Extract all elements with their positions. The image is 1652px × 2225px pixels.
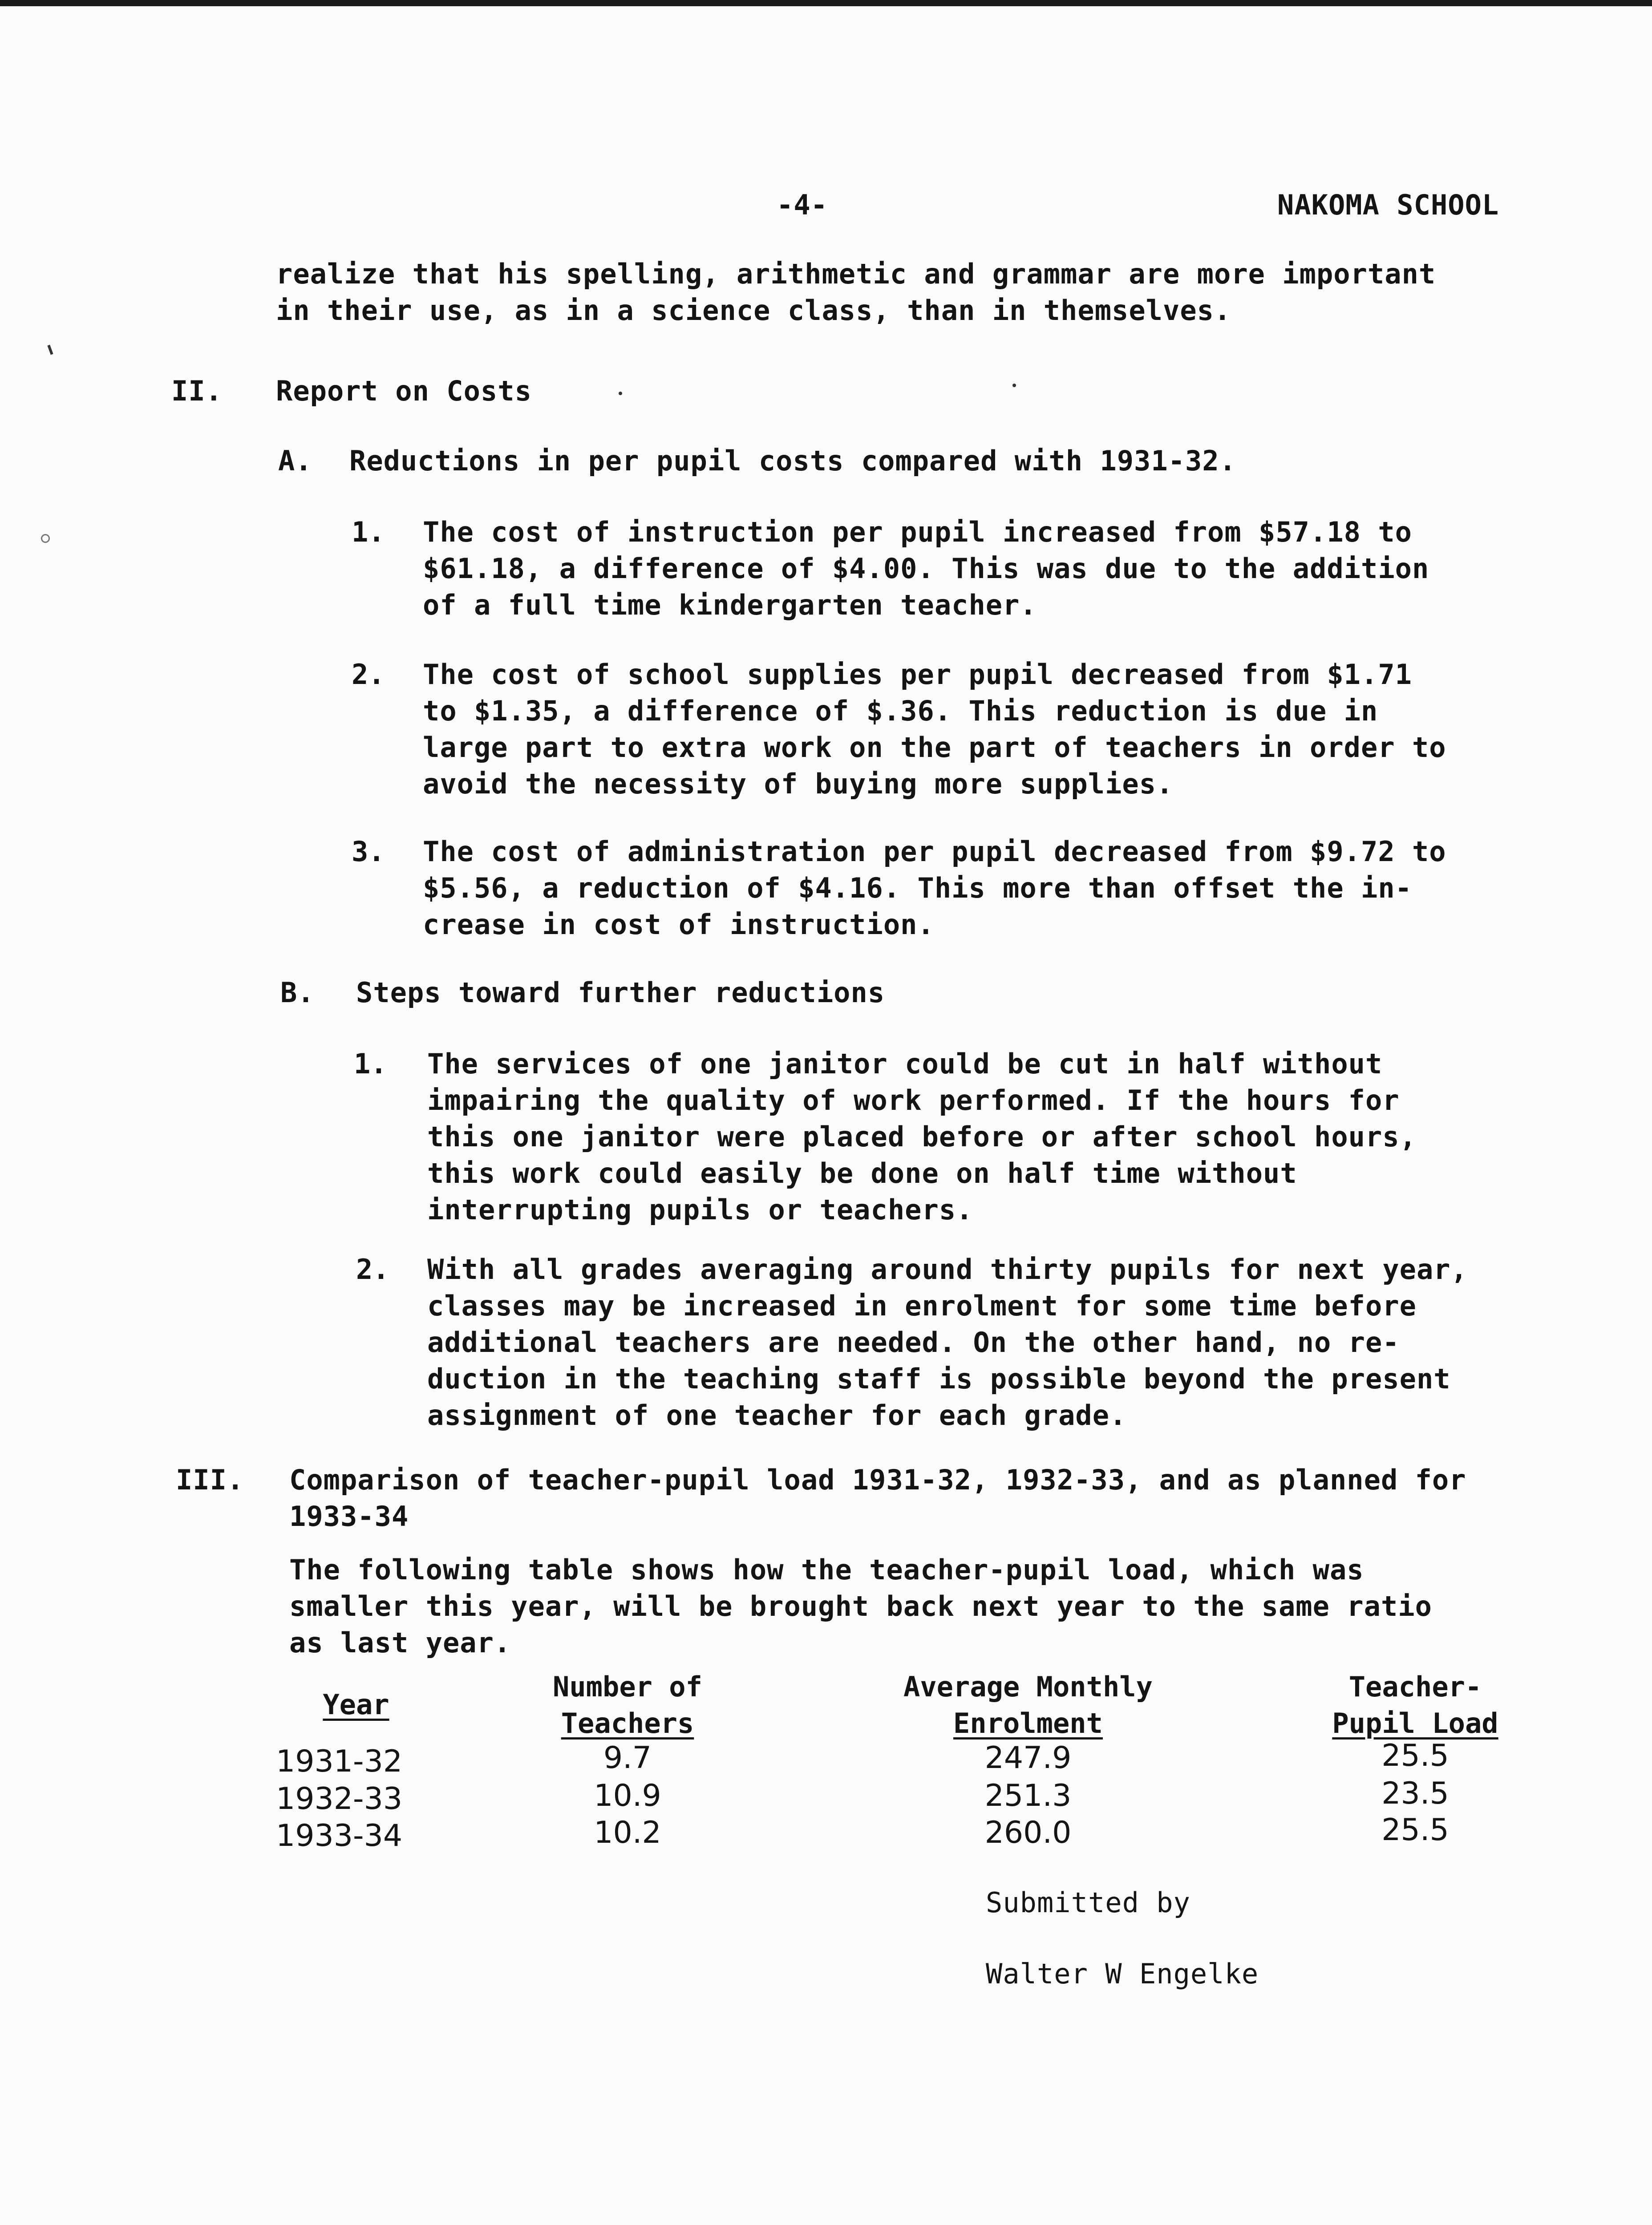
- text-line: The cost of school supplies per pupil decreased from $1.71: [423, 658, 1412, 691]
- table-header-teachers-line2: Teachers: [561, 1707, 694, 1740]
- school-name-header: NAKOMA SCHOOL: [1277, 189, 1499, 221]
- text-line: interrupting pupils or teachers.: [427, 1193, 973, 1226]
- section-ii-title: Report on Costs: [276, 375, 532, 407]
- text-line: smaller this year, will be brought back next year to the same ratio: [289, 1590, 1432, 1622]
- text-line: 1933-34: [289, 1500, 409, 1533]
- text-line: The services of one janitor could be cut in half without: [427, 1048, 1383, 1080]
- text-line: The cost of instruction per pupil increased from $57.18 to: [423, 516, 1412, 548]
- item-b1-text: [427, 1046, 1417, 1228]
- text-line: this one janitor were placed before or after school hours,: [427, 1121, 1417, 1153]
- item-number: 3.: [352, 835, 385, 868]
- text-line: The following table shows how the teacher-pupil load, which was: [289, 1553, 1364, 1586]
- scan-speck: [619, 392, 622, 395]
- text-line: avoid the necessity of buying more supplies.: [423, 768, 1174, 800]
- subsection-b-letter: B.: [280, 976, 315, 1009]
- section-iii-body: [289, 1552, 1432, 1661]
- table-cell-teachers: 9.7: [603, 1740, 652, 1776]
- table-cell-year: 1933-34: [276, 1818, 403, 1853]
- text-line: large part to extra work on the part of teachers in order to: [423, 731, 1446, 764]
- text-line: duction in the teaching staff is possible beyond the present: [427, 1363, 1451, 1395]
- scan-speck: [41, 534, 50, 543]
- text-line: assignment of one teacher for each grade.: [427, 1399, 1127, 1432]
- text-line: realize that his spelling, arithmetic and grammar are more important: [276, 258, 1436, 290]
- table-cell-load: 25.5: [1381, 1738, 1449, 1773]
- table-header-load-line1: Teacher-: [1348, 1671, 1482, 1703]
- item-number: 1.: [352, 516, 385, 548]
- table-cell-enrolment: 251.3: [984, 1778, 1072, 1813]
- item-a3-text: [423, 833, 1446, 943]
- item-number: 1.: [354, 1048, 387, 1080]
- section-ii-numeral: II.: [171, 375, 223, 407]
- text-line: crease in cost of instruction.: [423, 908, 935, 941]
- item-a1-text: [423, 514, 1429, 623]
- table-header-teachers-line1: Number of: [553, 1671, 702, 1703]
- text-line: $61.18, a difference of $4.00. This was due to the addition: [423, 552, 1429, 585]
- text-line: Comparison of teacher-pupil load 1931-32, 1932-33, and as planned for: [289, 1464, 1466, 1496]
- submitted-by-label: Submitted by: [986, 1886, 1190, 1919]
- table-header-enrolment-line2: Enrolment: [953, 1707, 1103, 1740]
- table-header-enrolment-line1: Average Monthly: [903, 1671, 1153, 1703]
- text-line: this work could easily be done on half time without: [427, 1157, 1297, 1189]
- table-cell-load: 25.5: [1381, 1812, 1449, 1848]
- section-iii-numeral: III.: [176, 1464, 244, 1496]
- table-cell-year: 1931-32: [276, 1744, 403, 1779]
- table-cell-teachers: 10.2: [594, 1815, 661, 1850]
- item-a2-text: [423, 656, 1446, 802]
- text-line: in their use, as in a science class, than in themselves.: [276, 294, 1231, 327]
- item-number: 2.: [356, 1253, 389, 1286]
- scan-speck: [47, 345, 53, 355]
- text-line: as last year.: [289, 1626, 511, 1659]
- subsection-a-title: Reductions in per pupil costs compared with 1931-32.: [349, 445, 1237, 477]
- text-line: $5.56, a reduction of $4.16. This more than offset the in-: [423, 872, 1412, 904]
- table-cell-teachers: 10.9: [594, 1778, 661, 1813]
- text-line: The cost of administration per pupil decreased from $9.72 to: [423, 835, 1446, 868]
- item-b2-text: [427, 1251, 1468, 1434]
- subsection-a-letter: A.: [278, 445, 312, 477]
- scan-speck: [1012, 384, 1016, 387]
- table-header-load-line2: Pupil Load: [1332, 1707, 1498, 1740]
- table-cell-year: 1932-33: [276, 1781, 403, 1816]
- text-line: classes may be increased in enrolment for some time before: [427, 1290, 1417, 1322]
- item-number: 2.: [352, 658, 385, 691]
- scan-top-edge: [0, 0, 1652, 6]
- subsection-b-title: Steps toward further reductions: [356, 976, 885, 1009]
- table-cell-enrolment: 247.9: [984, 1740, 1072, 1776]
- text-line: of a full time kindergarten teacher.: [423, 589, 1037, 621]
- table-cell-load: 23.5: [1381, 1776, 1449, 1811]
- page-number: -4-: [777, 189, 828, 221]
- author-name: Walter W Engelke: [986, 1958, 1259, 1990]
- section-iii-title: [289, 1462, 1466, 1535]
- intro-paragraph: [276, 256, 1436, 329]
- text-line: With all grades averaging around thirty pupils for next year,: [427, 1253, 1468, 1286]
- text-line: to $1.35, a difference of $.36. This reduction is due in: [423, 695, 1378, 727]
- table-header-year: Year: [323, 1688, 389, 1721]
- text-line: additional teachers are needed. On the other hand, no re-: [427, 1326, 1400, 1359]
- table-cell-enrolment: 260.0: [984, 1815, 1072, 1850]
- text-line: impairing the quality of work performed. If the hours for: [427, 1084, 1400, 1117]
